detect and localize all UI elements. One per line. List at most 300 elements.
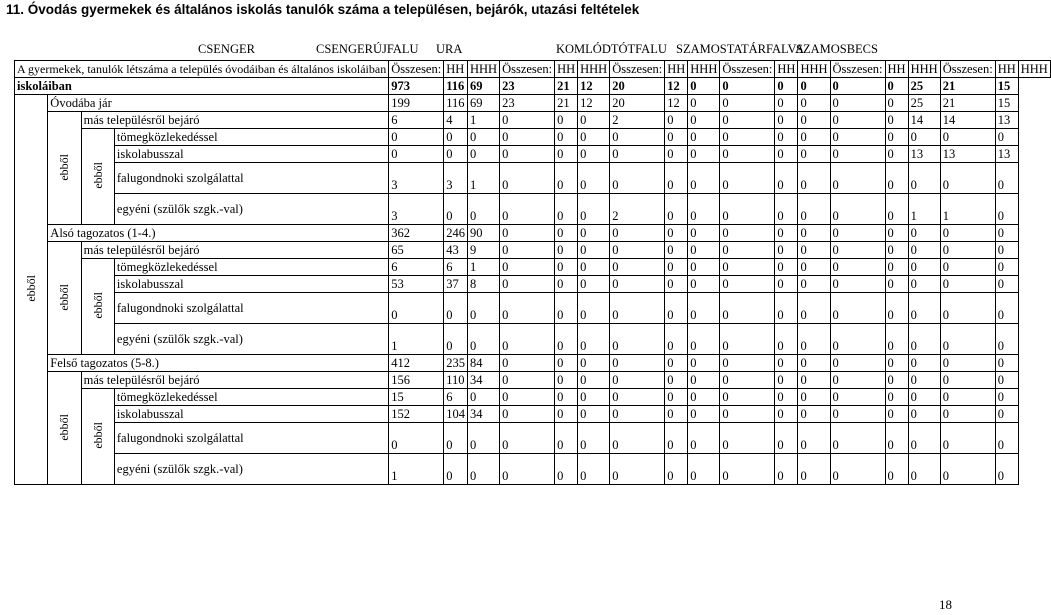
table-cell: 25 bbox=[908, 95, 940, 112]
table-cell: 0 bbox=[389, 423, 444, 454]
sub-label: iskolabusszal bbox=[114, 406, 388, 423]
table-cell: 0 bbox=[688, 355, 720, 372]
table-cell: 20 bbox=[610, 95, 665, 112]
table-cell: 0 bbox=[467, 324, 499, 355]
table-cell: 0 bbox=[688, 406, 720, 423]
table-row bbox=[15, 163, 1051, 194]
table-cell: 0 bbox=[555, 355, 578, 372]
table-cell: 0 bbox=[908, 163, 940, 194]
table-cell: 0 bbox=[500, 324, 555, 355]
subcol-header: HHH bbox=[578, 61, 610, 78]
table-cell: 0 bbox=[688, 225, 720, 242]
table-cell: 8 bbox=[467, 276, 499, 293]
table-cell: 0 bbox=[908, 423, 940, 454]
subcol-header: HH bbox=[885, 61, 908, 78]
table-cell: 0 bbox=[995, 242, 1018, 259]
table-cell: 0 bbox=[798, 112, 830, 129]
table-cell: 12 bbox=[578, 95, 610, 112]
table-cell: 0 bbox=[665, 293, 688, 324]
sub-label: tömegközlekedéssel bbox=[114, 389, 388, 406]
table-cell: 0 bbox=[389, 146, 444, 163]
table-cell: 412 bbox=[389, 355, 444, 372]
table-cell: 0 bbox=[995, 423, 1018, 454]
table-cell: 0 bbox=[444, 324, 468, 355]
table-cell: 0 bbox=[830, 372, 885, 389]
table-cell: 0 bbox=[610, 454, 665, 485]
table-cell: 0 bbox=[720, 389, 775, 406]
table-cell: 0 bbox=[830, 146, 885, 163]
table-cell: 0 bbox=[578, 146, 610, 163]
table-cell: 235 bbox=[444, 355, 468, 372]
table-cell: 4 bbox=[444, 112, 468, 129]
table-cell: 23 bbox=[500, 95, 555, 112]
subcol-header: HH bbox=[444, 61, 468, 78]
table-cell: 0 bbox=[885, 146, 908, 163]
table-cell: 0 bbox=[995, 259, 1018, 276]
data-table bbox=[14, 60, 1051, 485]
table-cell: 0 bbox=[500, 242, 555, 259]
table-cell: 0 bbox=[578, 372, 610, 389]
group-label: Alsó tagozatos (1-4.) bbox=[48, 225, 389, 242]
table-cell: 23 bbox=[500, 78, 555, 95]
table-cell: 0 bbox=[610, 372, 665, 389]
table-cell: 246 bbox=[444, 225, 468, 242]
sub-label: falugondnoki szolgálattal bbox=[114, 423, 388, 454]
table-cell: 0 bbox=[885, 423, 908, 454]
table-cell: 0 bbox=[885, 194, 908, 225]
sub-label: tömegközlekedéssel bbox=[114, 129, 388, 146]
table-cell: 13 bbox=[908, 146, 940, 163]
table-cell: 0 bbox=[908, 355, 940, 372]
table-cell: 0 bbox=[500, 194, 555, 225]
table-cell: 0 bbox=[665, 112, 688, 129]
table-cell: 0 bbox=[665, 259, 688, 276]
table-cell: 0 bbox=[500, 293, 555, 324]
table-cell: 0 bbox=[885, 259, 908, 276]
subcol-header: HH bbox=[555, 61, 578, 78]
table-cell: 973 bbox=[389, 78, 444, 95]
table-cell: 0 bbox=[555, 259, 578, 276]
table-cell: 0 bbox=[775, 95, 798, 112]
table-cell: 0 bbox=[908, 225, 940, 242]
table-cell: 0 bbox=[775, 163, 798, 194]
table-row bbox=[15, 259, 1051, 276]
table-cell: 0 bbox=[830, 355, 885, 372]
table-cell: 0 bbox=[500, 163, 555, 194]
table-cell: 0 bbox=[798, 194, 830, 225]
sub-label: más településről bejáró bbox=[81, 242, 389, 259]
table-cell: 0 bbox=[830, 389, 885, 406]
table-cell: 0 bbox=[798, 355, 830, 372]
table-cell: 0 bbox=[940, 324, 995, 355]
table-cell: 90 bbox=[467, 225, 499, 242]
table-cell: 0 bbox=[885, 129, 908, 146]
subcol-header: Összesen: bbox=[720, 61, 775, 78]
table-cell: 3 bbox=[389, 163, 444, 194]
table-cell: 0 bbox=[610, 355, 665, 372]
table-cell: 0 bbox=[995, 389, 1018, 406]
table-cell: 0 bbox=[830, 259, 885, 276]
sub-label: falugondnoki szolgálattal bbox=[114, 293, 388, 324]
table-cell: 0 bbox=[389, 129, 444, 146]
vertical-label-mid bbox=[48, 112, 81, 225]
subcol-header: HH bbox=[665, 61, 688, 78]
vertical-label-inner bbox=[81, 129, 114, 225]
vertical-label-text: ebből bbox=[90, 162, 105, 189]
table-cell: 0 bbox=[830, 78, 885, 95]
table-cell: 0 bbox=[775, 129, 798, 146]
table-cell: 0 bbox=[688, 129, 720, 146]
table-cell: 0 bbox=[775, 423, 798, 454]
table-cell: 0 bbox=[610, 276, 665, 293]
table-cell: 0 bbox=[688, 78, 720, 95]
table-cell: 0 bbox=[720, 95, 775, 112]
sub-label: más településről bejáró bbox=[81, 372, 389, 389]
table-cell: 0 bbox=[798, 276, 830, 293]
table-cell: 0 bbox=[885, 163, 908, 194]
table-cell: 53 bbox=[389, 276, 444, 293]
table-cell: 0 bbox=[775, 78, 798, 95]
table-cell: 156 bbox=[389, 372, 444, 389]
table-cell: 0 bbox=[500, 259, 555, 276]
table-cell: 0 bbox=[665, 242, 688, 259]
table-cell: 0 bbox=[830, 406, 885, 423]
table-cell: 0 bbox=[995, 194, 1018, 225]
table-row bbox=[15, 194, 1051, 225]
table-cell: 0 bbox=[610, 129, 665, 146]
table-cell: 0 bbox=[688, 242, 720, 259]
vertical-label-inner bbox=[81, 259, 114, 355]
table-cell: 0 bbox=[578, 112, 610, 129]
table-cell: 3 bbox=[389, 194, 444, 225]
table-cell: 0 bbox=[798, 372, 830, 389]
table-cell: 0 bbox=[720, 259, 775, 276]
table-row bbox=[15, 276, 1051, 293]
table-cell: 0 bbox=[555, 242, 578, 259]
table-cell: 0 bbox=[500, 225, 555, 242]
table-cell: 0 bbox=[720, 78, 775, 95]
table-cell: 0 bbox=[555, 389, 578, 406]
table-cell: 0 bbox=[940, 129, 995, 146]
table-cell: 0 bbox=[444, 423, 468, 454]
table-row bbox=[15, 225, 1051, 242]
table-cell: 0 bbox=[389, 293, 444, 324]
table-cell: 0 bbox=[775, 372, 798, 389]
table-cell: 0 bbox=[908, 129, 940, 146]
vertical-label-mid bbox=[48, 372, 81, 485]
table-cell: 0 bbox=[688, 454, 720, 485]
table-cell: 0 bbox=[444, 146, 468, 163]
table-cell: 0 bbox=[798, 454, 830, 485]
header-row bbox=[15, 61, 1051, 78]
table-cell: 0 bbox=[578, 163, 610, 194]
table-cell: 6 bbox=[389, 112, 444, 129]
table-cell: 0 bbox=[830, 95, 885, 112]
table-cell: 21 bbox=[940, 78, 995, 95]
table-row bbox=[15, 242, 1051, 259]
table-cell: 0 bbox=[500, 146, 555, 163]
subcol-header: HH bbox=[995, 61, 1018, 78]
table-cell: 0 bbox=[720, 129, 775, 146]
table-cell: 0 bbox=[940, 163, 995, 194]
table-cell: 0 bbox=[688, 95, 720, 112]
table-cell: 199 bbox=[389, 95, 444, 112]
table-cell: 9 bbox=[467, 242, 499, 259]
table-row bbox=[15, 423, 1051, 454]
settlement-header: SZAMOSTATÁRFALVA bbox=[676, 42, 804, 56]
table-cell: 6 bbox=[444, 389, 468, 406]
table-cell: 37 bbox=[444, 276, 468, 293]
table-cell: 0 bbox=[500, 406, 555, 423]
table-cell: 0 bbox=[665, 129, 688, 146]
table-cell: 15 bbox=[995, 78, 1018, 95]
table-cell: 0 bbox=[798, 293, 830, 324]
table-cell: 0 bbox=[775, 259, 798, 276]
table-cell: 0 bbox=[467, 146, 499, 163]
table-cell: 13 bbox=[995, 112, 1018, 129]
table-cell: 0 bbox=[555, 194, 578, 225]
table-cell: 0 bbox=[995, 276, 1018, 293]
table-cell: 69 bbox=[467, 95, 499, 112]
vertical-label-inner bbox=[81, 389, 114, 485]
sub-label: falugondnoki szolgálattal bbox=[114, 163, 388, 194]
total-row-label: iskoláiban bbox=[15, 78, 389, 95]
table-cell: 0 bbox=[908, 454, 940, 485]
table-cell: 0 bbox=[908, 293, 940, 324]
table-cell: 0 bbox=[500, 372, 555, 389]
table-cell: 0 bbox=[885, 293, 908, 324]
settlement-header: CSENGER bbox=[198, 42, 255, 56]
vertical-label-text: ebből bbox=[90, 422, 105, 449]
table-cell: 0 bbox=[688, 112, 720, 129]
table-cell: 12 bbox=[665, 78, 688, 95]
subcol-header: HHH bbox=[467, 61, 499, 78]
table-cell: 0 bbox=[555, 225, 578, 242]
table-cell: 0 bbox=[555, 406, 578, 423]
table-cell: 0 bbox=[665, 163, 688, 194]
subcol-header: Összesen: bbox=[610, 61, 665, 78]
table-cell: 0 bbox=[830, 293, 885, 324]
settlement-header: CSENGERÚJFALU bbox=[316, 42, 419, 56]
table-cell: 12 bbox=[578, 78, 610, 95]
table-cell: 15 bbox=[995, 95, 1018, 112]
table-cell: 0 bbox=[798, 259, 830, 276]
table-cell: 0 bbox=[885, 372, 908, 389]
table-cell: 0 bbox=[830, 112, 885, 129]
table-cell: 0 bbox=[665, 276, 688, 293]
table-cell: 0 bbox=[500, 112, 555, 129]
table-cell: 0 bbox=[665, 225, 688, 242]
sub-label: iskolabusszal bbox=[114, 276, 388, 293]
table-cell: 0 bbox=[500, 454, 555, 485]
sub-label: egyéni (szülők szgk.-val) bbox=[114, 324, 388, 355]
sub-label: egyéni (szülők szgk.-val) bbox=[114, 454, 388, 485]
table-cell: 0 bbox=[467, 454, 499, 485]
table-cell: 0 bbox=[775, 293, 798, 324]
table-cell: 0 bbox=[995, 372, 1018, 389]
table-cell: 0 bbox=[555, 324, 578, 355]
table-cell: 0 bbox=[830, 194, 885, 225]
table-cell: 1 bbox=[389, 324, 444, 355]
table-cell: 0 bbox=[688, 293, 720, 324]
table-cell: 34 bbox=[467, 406, 499, 423]
sub-label: tömegközlekedéssel bbox=[114, 259, 388, 276]
table-cell: 0 bbox=[995, 355, 1018, 372]
table-cell: 0 bbox=[830, 242, 885, 259]
table-cell: 0 bbox=[720, 454, 775, 485]
table-cell: 0 bbox=[688, 146, 720, 163]
table-cell: 0 bbox=[908, 324, 940, 355]
table-cell: 21 bbox=[940, 95, 995, 112]
table-cell: 0 bbox=[830, 324, 885, 355]
table-cell: 0 bbox=[665, 406, 688, 423]
page-number: 18 bbox=[939, 597, 952, 612]
table-cell: 0 bbox=[610, 406, 665, 423]
table-cell: 0 bbox=[578, 355, 610, 372]
table-cell: 0 bbox=[665, 389, 688, 406]
table-cell: 0 bbox=[610, 242, 665, 259]
table-cell: 0 bbox=[720, 194, 775, 225]
table-cell: 0 bbox=[798, 225, 830, 242]
table-cell: 0 bbox=[940, 276, 995, 293]
table-cell: 0 bbox=[555, 276, 578, 293]
table-cell: 0 bbox=[665, 355, 688, 372]
vertical-label-text: ebből bbox=[24, 275, 39, 302]
table-cell: 0 bbox=[775, 112, 798, 129]
table-cell: 0 bbox=[940, 389, 995, 406]
table-cell: 20 bbox=[610, 78, 665, 95]
table-cell: 0 bbox=[908, 389, 940, 406]
table-cell: 0 bbox=[885, 95, 908, 112]
settlement-header: URA bbox=[436, 42, 463, 56]
table-cell: 21 bbox=[555, 78, 578, 95]
table-cell: 0 bbox=[467, 293, 499, 324]
table-cell: 0 bbox=[940, 293, 995, 324]
table-row bbox=[15, 95, 1051, 112]
table-cell: 25 bbox=[908, 78, 940, 95]
table-cell: 0 bbox=[555, 454, 578, 485]
table-cell: 110 bbox=[444, 372, 468, 389]
table-cell: 0 bbox=[688, 372, 720, 389]
settlement-header: SZAMOSBECS bbox=[796, 42, 878, 56]
table-cell: 0 bbox=[775, 389, 798, 406]
table-row bbox=[15, 129, 1051, 146]
table-cell: 21 bbox=[555, 95, 578, 112]
subcol-header: Összesen: bbox=[940, 61, 995, 78]
table-row bbox=[15, 293, 1051, 324]
table-cell: 0 bbox=[940, 225, 995, 242]
subcol-header: HH bbox=[775, 61, 798, 78]
table-cell: 0 bbox=[995, 454, 1018, 485]
table-cell: 0 bbox=[578, 242, 610, 259]
table-cell: 0 bbox=[885, 78, 908, 95]
sub-label: egyéni (szülők szgk.-val) bbox=[114, 194, 388, 225]
table-cell: 0 bbox=[885, 355, 908, 372]
table-cell: 0 bbox=[995, 129, 1018, 146]
sub-label: más településről bejáró bbox=[81, 112, 389, 129]
table-cell: 15 bbox=[389, 389, 444, 406]
table-cell: 0 bbox=[908, 259, 940, 276]
table-row bbox=[15, 389, 1051, 406]
header-label: A gyermekek, tanulók létszáma a település óvodáiban és általános iskoláiban bbox=[15, 61, 389, 78]
table-cell: 0 bbox=[885, 225, 908, 242]
table-cell: 0 bbox=[775, 146, 798, 163]
table-cell: 0 bbox=[720, 324, 775, 355]
vertical-label-text: ebből bbox=[57, 283, 72, 311]
table-cell: 0 bbox=[775, 242, 798, 259]
table-cell: 84 bbox=[467, 355, 499, 372]
table-cell: 0 bbox=[610, 163, 665, 194]
table-cell: 0 bbox=[610, 389, 665, 406]
table-cell: 0 bbox=[665, 372, 688, 389]
table-row bbox=[15, 372, 1051, 389]
table-row bbox=[15, 324, 1051, 355]
table-cell: 0 bbox=[444, 293, 468, 324]
table-cell: 0 bbox=[720, 355, 775, 372]
group-label: Felső tagozatos (5-8.) bbox=[48, 355, 389, 372]
table-cell: 0 bbox=[798, 242, 830, 259]
table-cell: 0 bbox=[798, 163, 830, 194]
table-cell: 0 bbox=[578, 194, 610, 225]
table-cell: 0 bbox=[578, 293, 610, 324]
settlement-header: KOMLÓDTÓTFALU bbox=[556, 42, 667, 56]
table-cell: 0 bbox=[578, 225, 610, 242]
table-cell: 0 bbox=[578, 406, 610, 423]
table-cell: 0 bbox=[885, 454, 908, 485]
table-cell: 0 bbox=[885, 276, 908, 293]
table-row bbox=[15, 406, 1051, 423]
table-cell: 0 bbox=[940, 242, 995, 259]
table-cell: 0 bbox=[720, 112, 775, 129]
vertical-label-text: ebből bbox=[90, 292, 105, 319]
table-cell: 0 bbox=[610, 225, 665, 242]
table-cell: 0 bbox=[720, 242, 775, 259]
table-cell: 0 bbox=[995, 163, 1018, 194]
table-cell: 0 bbox=[688, 389, 720, 406]
table-cell: 0 bbox=[830, 423, 885, 454]
group-label: Óvodába jár bbox=[48, 95, 389, 112]
table-cell: 0 bbox=[444, 194, 468, 225]
table-cell: 0 bbox=[610, 324, 665, 355]
table-cell: 6 bbox=[389, 259, 444, 276]
table-cell: 0 bbox=[775, 406, 798, 423]
subcol-header: Összesen: bbox=[389, 61, 444, 78]
table-cell: 0 bbox=[798, 129, 830, 146]
table-cell: 0 bbox=[775, 355, 798, 372]
table-cell: 0 bbox=[578, 324, 610, 355]
table-cell: 0 bbox=[665, 423, 688, 454]
table-cell: 0 bbox=[940, 372, 995, 389]
table-cell: 1 bbox=[467, 259, 499, 276]
subcol-header: HHH bbox=[798, 61, 830, 78]
subcol-header: Összesen: bbox=[830, 61, 885, 78]
vertical-label-text: ebből bbox=[57, 153, 72, 181]
table-cell: 0 bbox=[995, 406, 1018, 423]
table-cell: 0 bbox=[885, 324, 908, 355]
table-cell: 0 bbox=[940, 355, 995, 372]
table-cell: 0 bbox=[798, 95, 830, 112]
table-cell: 0 bbox=[885, 242, 908, 259]
table-cell: 0 bbox=[775, 225, 798, 242]
table-cell: 0 bbox=[578, 454, 610, 485]
table-cell: 0 bbox=[775, 194, 798, 225]
table-cell: 1 bbox=[908, 194, 940, 225]
table-cell: 0 bbox=[578, 423, 610, 454]
page-title: 11. Óvodás gyermekek és általános iskolás tanulók száma a településen, bejárók, utazási feltételek bbox=[6, 2, 640, 17]
table-cell: 1 bbox=[467, 163, 499, 194]
table-cell: 12 bbox=[665, 95, 688, 112]
table-cell: 0 bbox=[500, 129, 555, 146]
